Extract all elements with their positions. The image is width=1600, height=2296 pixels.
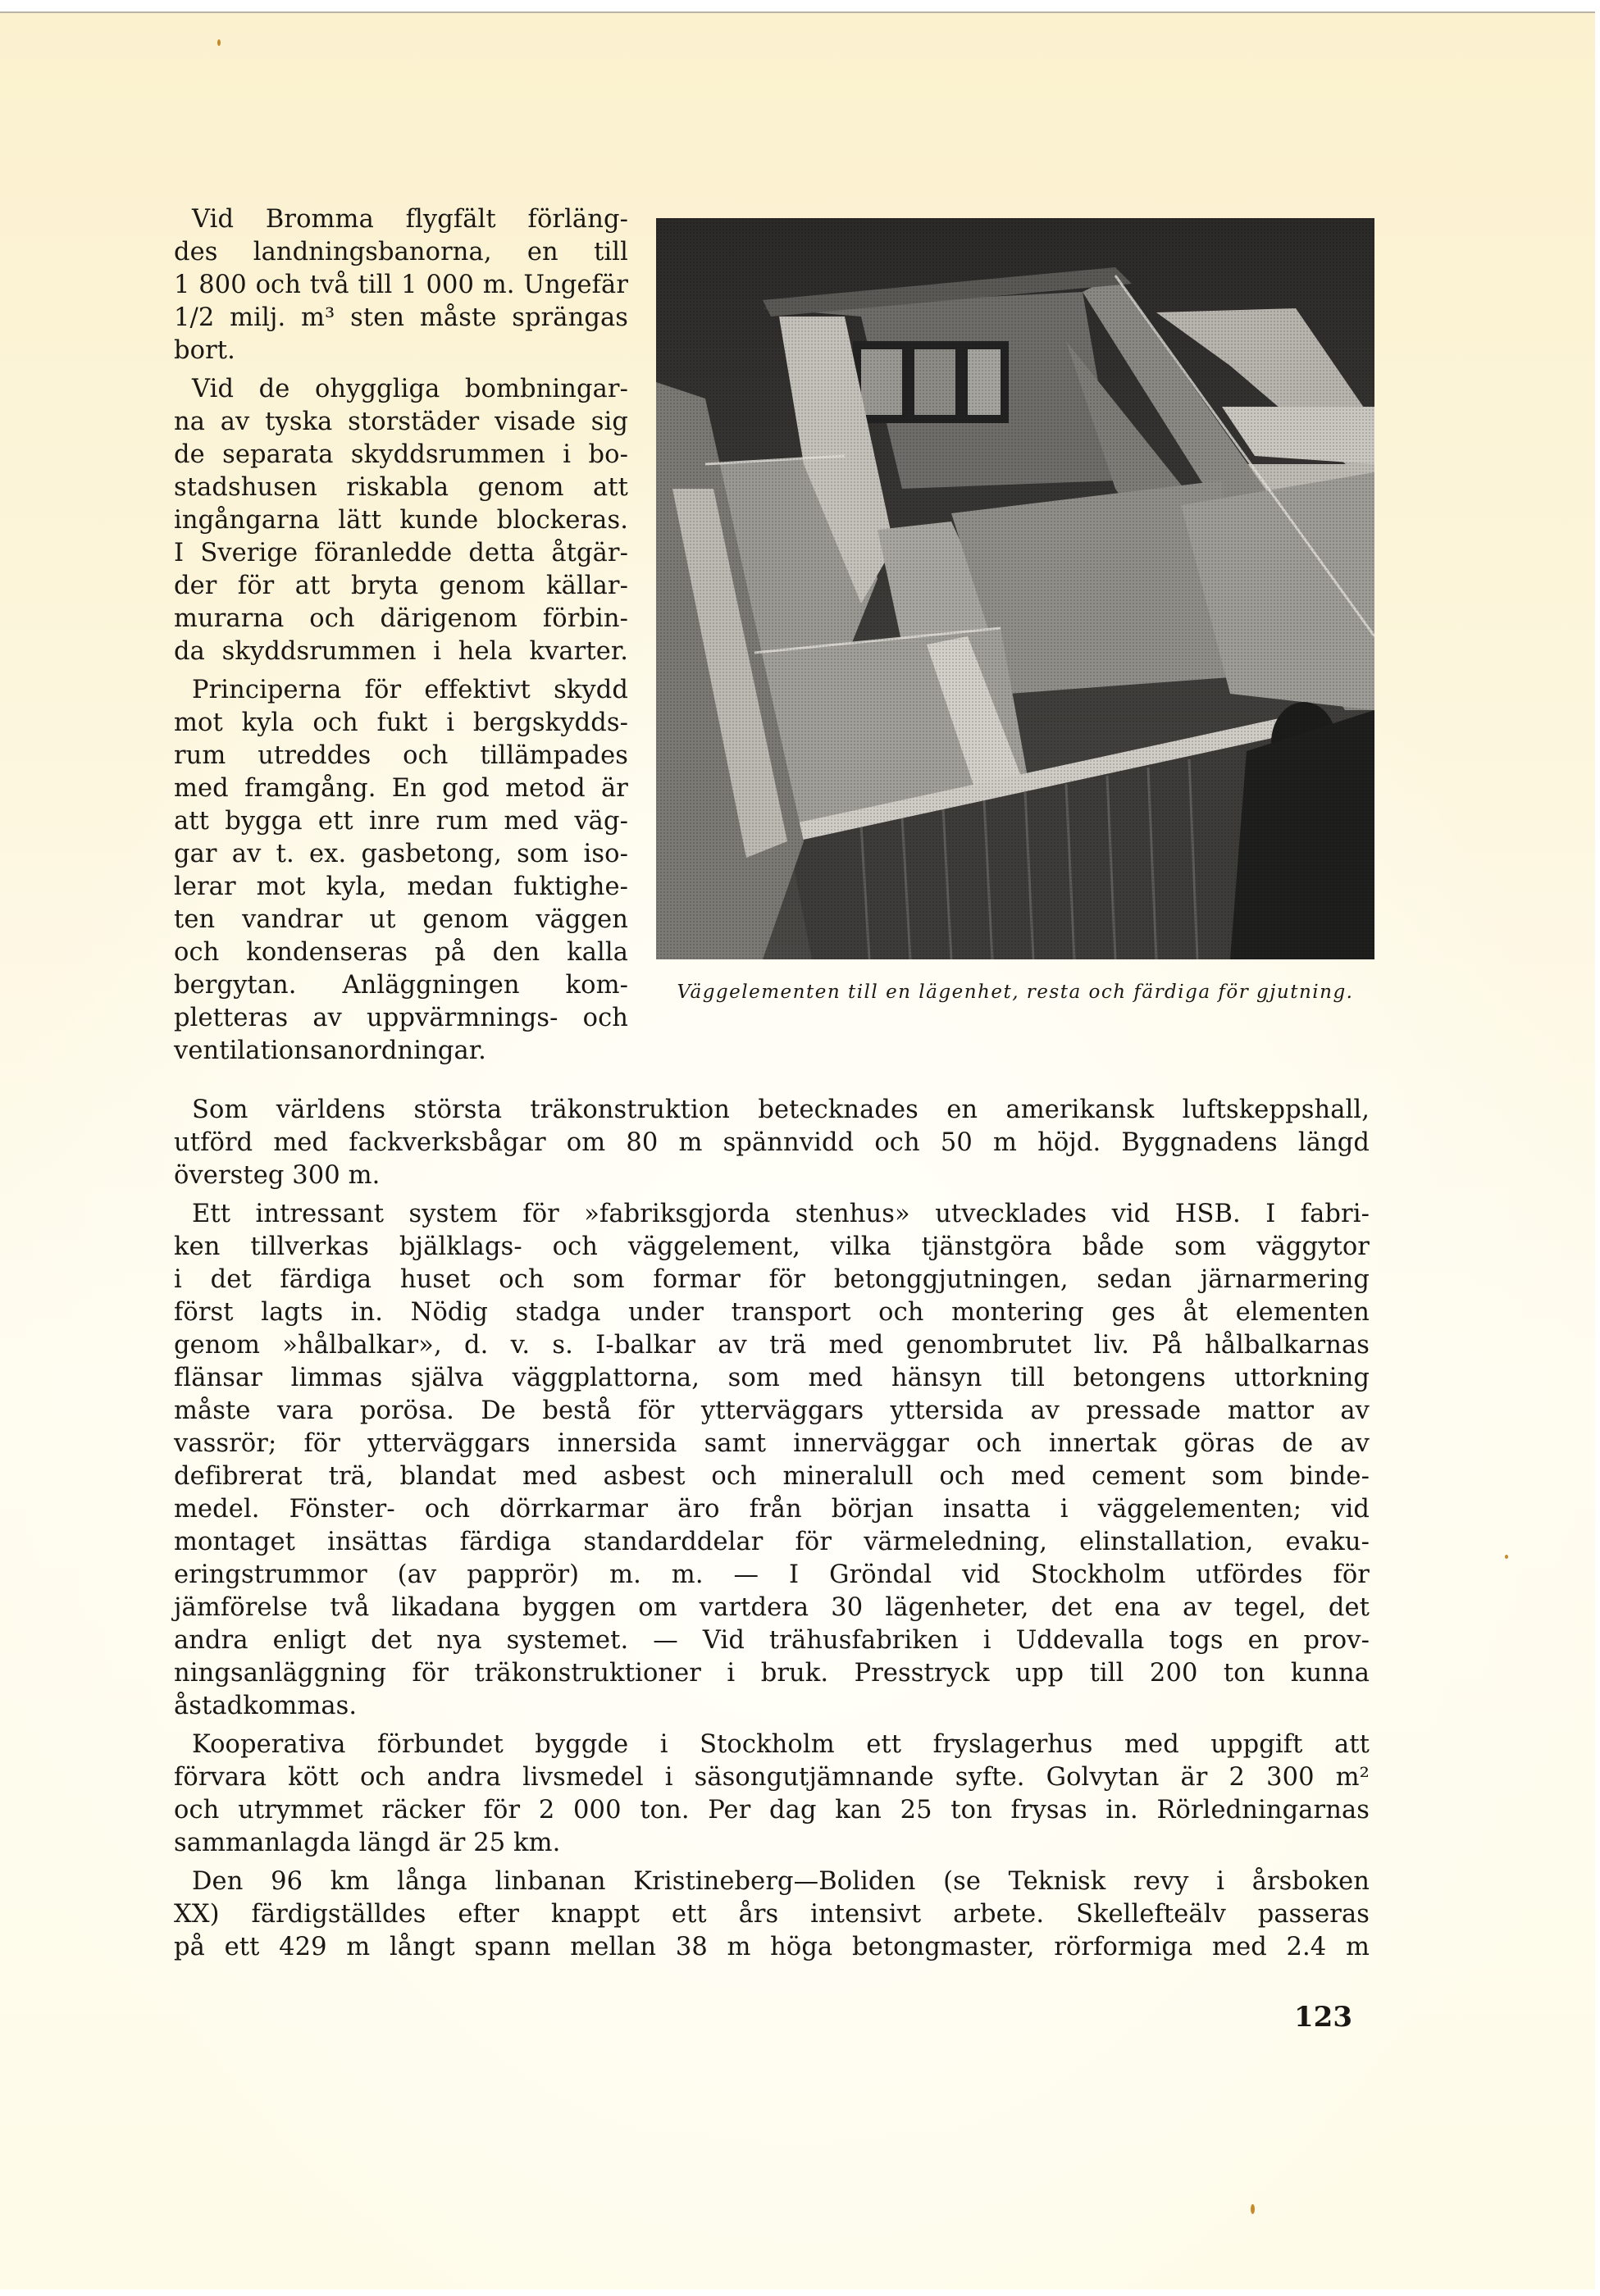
- paragraph-bergskyddsrum: [174, 674, 628, 1068]
- text-line: murarna och därigenom förbin-: [174, 604, 628, 633]
- paper-speck: [1251, 2204, 1255, 2214]
- paragraph-linbanan: [174, 1866, 1370, 1964]
- text-line: de separata skyddsrummen i bo-: [174, 440, 628, 469]
- text-line: översteg 300 m.: [174, 1161, 381, 1190]
- text-line: gar av t. ex. gasbetong, som iso-: [174, 840, 628, 868]
- text-line: I Sverige föranledde detta åtgär-: [174, 539, 628, 567]
- text-line: Som världens största träkonstruktion betecknades en amerikansk luftskeppshall,: [192, 1096, 1370, 1124]
- paper-speck: [1505, 1555, 1508, 1559]
- full-width-text: [174, 1094, 1370, 1970]
- text-line: defibrerat trä, blandat med asbest och mineralull och med cement som binde-: [174, 1462, 1370, 1491]
- left-column-text: [174, 203, 628, 1073]
- paragraph-hsb: [174, 1198, 1370, 1723]
- paragraph-fryslagerhus: [174, 1729, 1370, 1860]
- text-line: der för att bryta genom källar-: [174, 572, 628, 600]
- text-line: och utrymmet räcker för 2 000 ton. Per dag kan 25 ton frysas in. Rörledningarnas: [174, 1796, 1370, 1824]
- text-line: pletteras av uppvärmnings- och: [174, 1004, 628, 1032]
- photo-caption: Väggelementen till en lägenhet, resta och färdiga för gjutning.: [677, 982, 1354, 1003]
- construction-photo: [656, 218, 1374, 959]
- text-line: på ett 429 m långt spann mellan 38 m höga betongmaster, rörformiga med 2.4 m: [174, 1933, 1370, 1961]
- text-line: måste vara porösa. De bestå för ytterväggars yttersida av pressade mattor av: [174, 1396, 1370, 1425]
- text-line: 1/2 milj. m³ sten måste sprängas: [174, 303, 628, 332]
- text-line: bergytan. Anläggningen kom-: [174, 971, 628, 1000]
- page-number: 123: [1294, 2001, 1352, 2034]
- text-line: ten vandrar ut genom väggen: [174, 905, 628, 934]
- text-line: des landningsbanorna, en till: [174, 238, 628, 266]
- text-line: ingångarna lätt kunde blockeras.: [174, 506, 628, 535]
- text-line: rum utreddes och tillämpades: [174, 741, 628, 770]
- text-line: flänsar limmas själva väggplattorna, som med hänsyn till betongens uttorkning: [174, 1364, 1370, 1392]
- text-line: bort.: [174, 336, 235, 365]
- text-line: först lagts in. Nödig stadga under transport och montering ges åt elementen: [174, 1298, 1370, 1327]
- text-line: lerar mot kyla, medan fuktighe-: [174, 872, 628, 901]
- photo-image: [656, 218, 1374, 959]
- text-line: Ett intressant system för »fabriksgjorda stenhus» utvecklades vid HSB. I fabri-: [192, 1200, 1370, 1228]
- text-line: mot kyla och fukt i bergskydds-: [174, 708, 628, 737]
- text-line: vassrör; för ytterväggars innersida samt innerväggar och innertak göras de av: [174, 1429, 1370, 1458]
- text-line: åstadkommas.: [174, 1692, 358, 1720]
- text-line: i det färdiga huset och som formar för betonggjutningen, sedan järnarmering: [174, 1265, 1370, 1294]
- text-line: Vid de ohyggliga bombningar-: [192, 375, 628, 403]
- text-line: montaget insättas färdiga standarddelar för värmeledning, elinstallation, evaku-: [174, 1528, 1370, 1556]
- text-line: genom »hålbalkar», d. v. s. I-balkar av trä med genombrutet liv. På hålbalkarnas: [174, 1331, 1370, 1360]
- paragraph-luftskeppshall: [174, 1094, 1370, 1192]
- text-line: ken tillverkas bjälklags- och väggelement, vilka tjänstgöra både som väggytor: [174, 1232, 1370, 1261]
- text-line: sammanlagda längd är 25 km.: [174, 1829, 561, 1857]
- text-line: förvara kött och andra livsmedel i säsongutjämnande syfte. Golvytan är 2 300 m²: [174, 1763, 1370, 1792]
- text-line: Vid Bromma flygfält förläng-: [192, 205, 628, 234]
- text-line: eringstrummor (av papprör) m. m. — I Gröndal vid Stockholm utfördes för: [174, 1560, 1370, 1589]
- text-line: utförd med fackverksbågar om 80 m spännvidd och 50 m höjd. Byggnadens längd: [174, 1128, 1370, 1157]
- text-line: att bygga ett inre rum med väg-: [174, 807, 628, 836]
- text-line: Den 96 km långa linbanan Kristineberg—Boliden (se Teknisk revy i årsboken: [192, 1867, 1370, 1896]
- text-line: da skyddsrummen i hela kvarter.: [174, 637, 628, 666]
- text-line: medel. Fönster- och dörrkarmar äro från början insatta i väggelementen; vid: [174, 1495, 1370, 1524]
- paragraph-bromma: [174, 203, 628, 367]
- text-line: och kondenseras på den kalla: [174, 938, 628, 967]
- text-line: jämförelse två likadana byggen om vartdera 30 lägenheter, det ena av tegel, det: [174, 1593, 1370, 1622]
- text-line: med framgång. En god metod är: [174, 774, 628, 803]
- paragraph-bombningar: [174, 373, 628, 668]
- text-line: XX) färdigställdes efter knappt ett års intensivt arbete. Skellefteälv passeras: [174, 1900, 1370, 1929]
- text-line: andra enligt det nya systemet. — Vid trähusfabriken i Uddevalla togs en prov-: [174, 1626, 1370, 1655]
- text-line: 1 800 och två till 1 000 m. Ungefär: [174, 271, 628, 299]
- paper-speck: [217, 39, 221, 46]
- text-line: Kooperativa förbundet byggde i Stockholm ett fryslagerhus med uppgift att: [192, 1730, 1370, 1759]
- document-page: [0, 11, 1595, 2289]
- text-line: Principerna för effektivt skydd: [192, 676, 628, 704]
- text-line: stadshusen riskabla genom att: [174, 473, 628, 502]
- text-line: ningsanläggning för träkonstruktioner i bruk. Presstryck upp till 200 ton kunna: [174, 1659, 1370, 1688]
- text-line: na av tyska storstäder visade sig: [174, 408, 628, 436]
- text-line: ventilationsanordningar.: [174, 1036, 486, 1065]
